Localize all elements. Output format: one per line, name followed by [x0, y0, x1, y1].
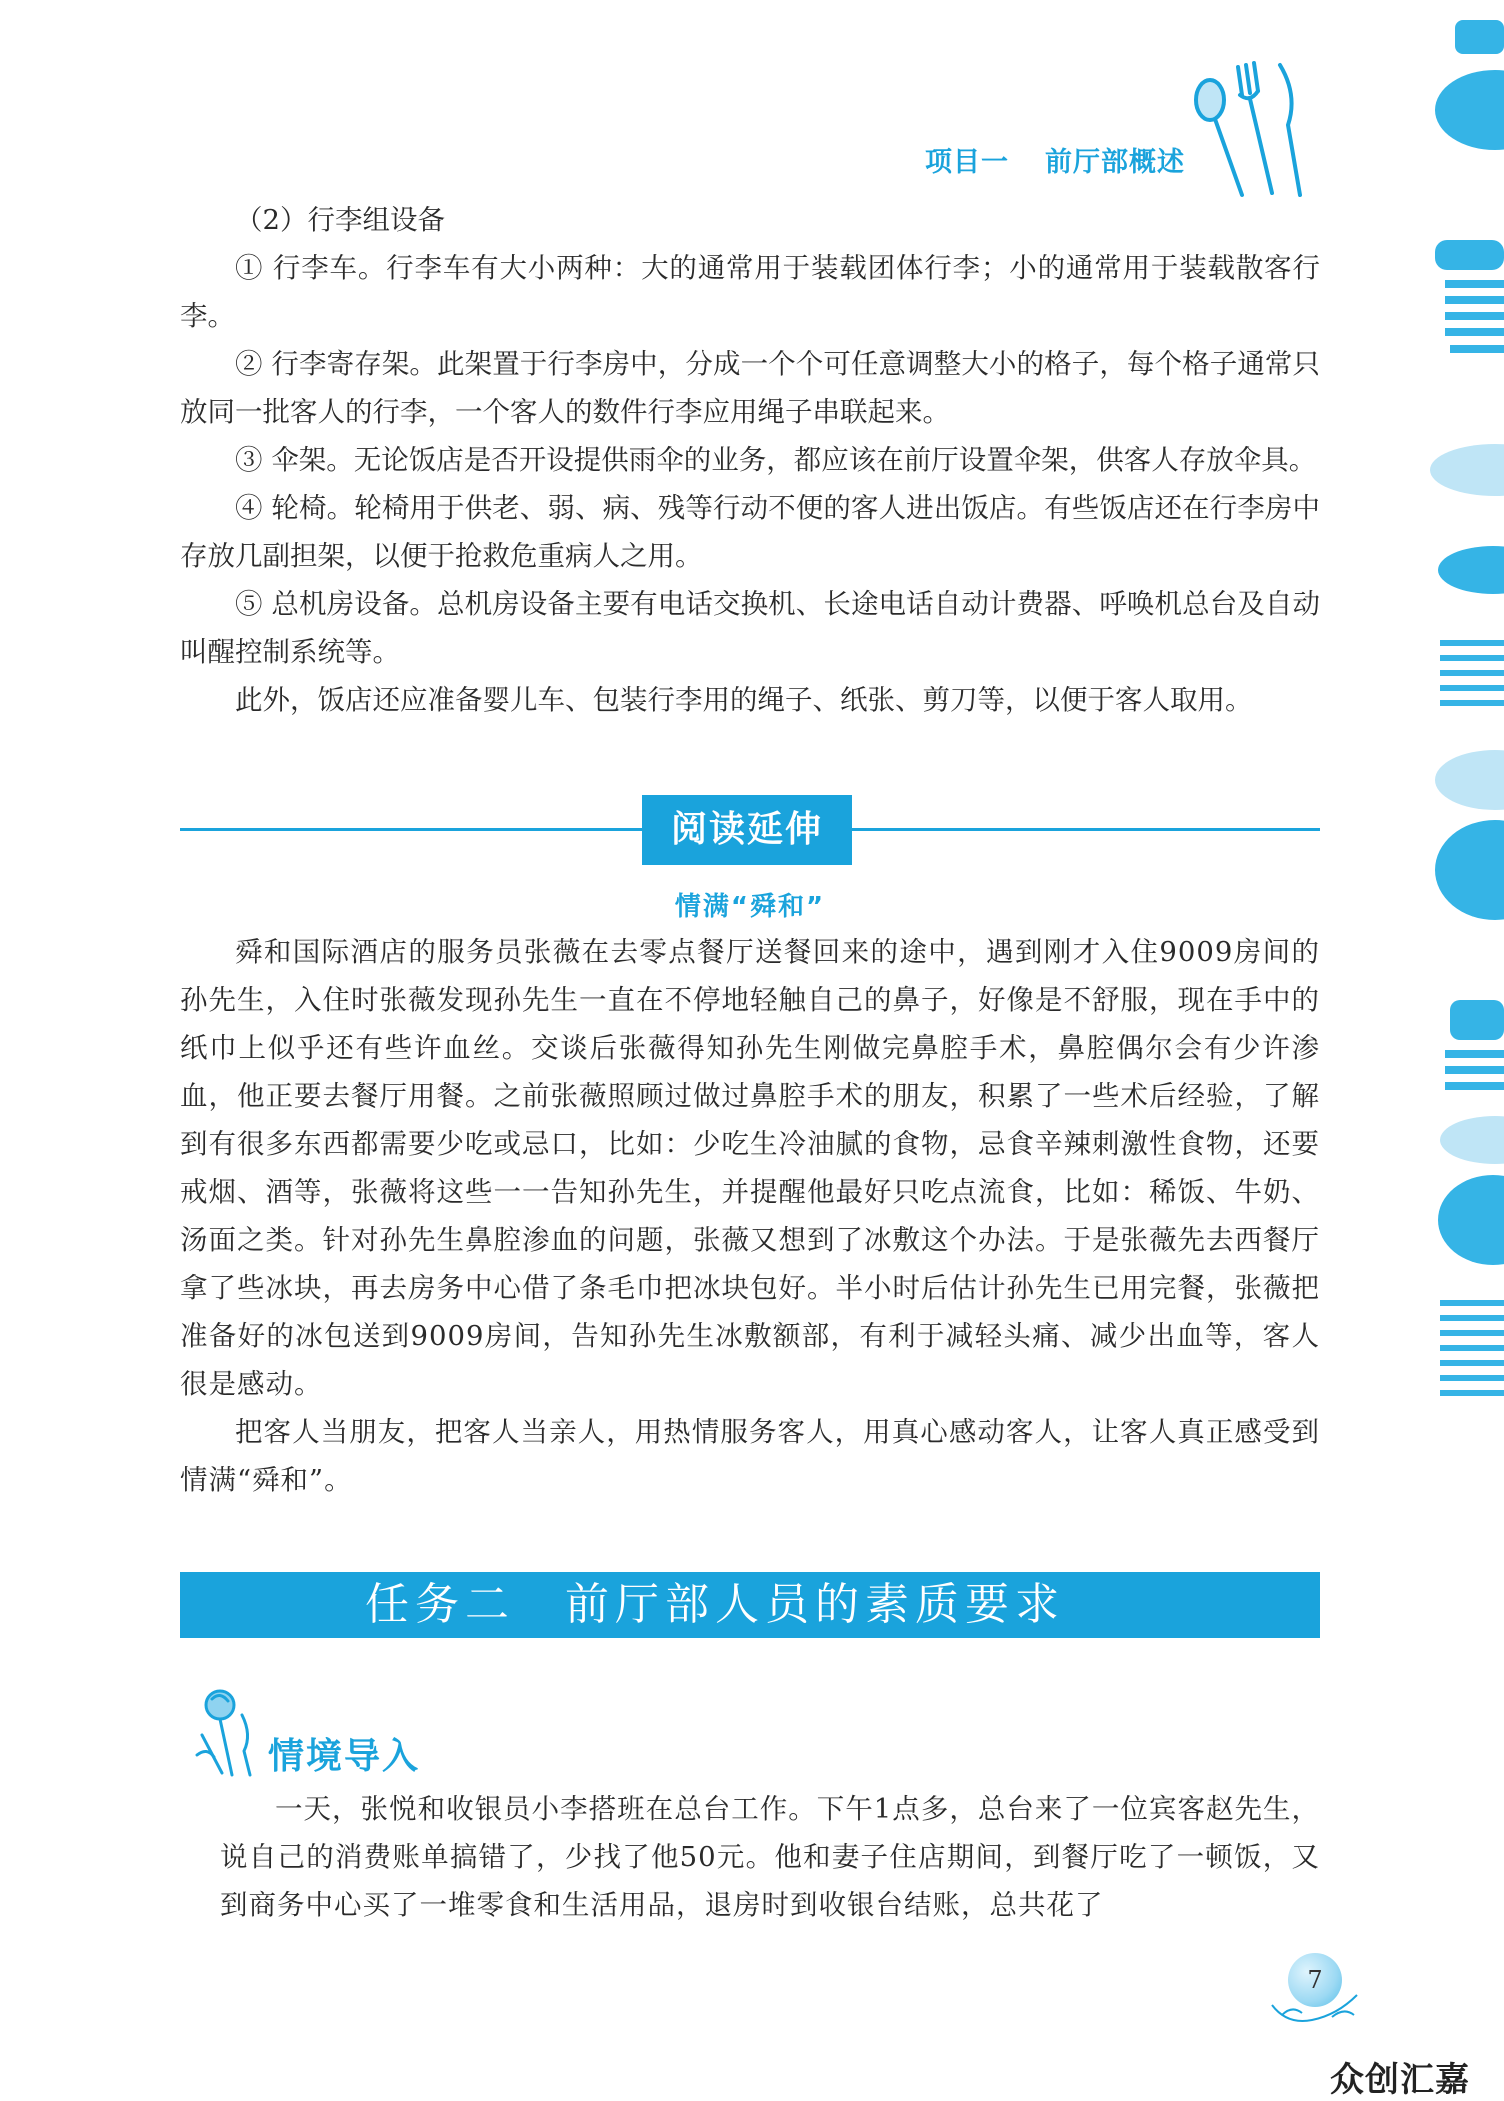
- task-title: 任务二 前厅部人员的素质要求: [365, 1579, 1065, 1630]
- luggage-item-3: ③ 伞架。无论饭店是否开设提供雨伞的业务，都应该在前厅设置伞架，供客人存放伞具。: [235, 444, 1317, 476]
- scene-title: 情境导入: [268, 1736, 421, 1777]
- cutlery-icon: [1180, 55, 1310, 205]
- story-paragraph: 舜和国际酒店的服务员张薇在去零点餐厅送餐回来的途中，遇到刚才入住9009房间的孙先生，入住时张薇发现孙先生一直在不停地轻触自己的鼻子，好像是不舒服，现在手中的纸巾上似乎还有些许血丝。交谈后张薇得知孙先生刚做完鼻腔手术，鼻腔偶尔会有少许渗血，他正要去餐厅用餐。之前张薇照顾过做过鼻腔手术的朋友，积累了一些术后经验，了解到有很多东西都需要少吃或忌口，比如：少吃生冷油腻的食物，忌食辛辣刺激性食物，还要戒烟、酒等，张薇将这些一一告知孙先生，并提醒他最好只吃点流食，比如：稀饭、牛奶、汤面之类。针对孙先生鼻腔渗血的问题，张薇又想到了冰敷这个办法。于是张薇先去西餐厅拿了些冰块，再去房务中心借了条毛巾把冰块包好。半小时后估计孙先生已用完餐，张薇把准备好的冰包送到9009房间，告知孙先生冰敷额部，有利于减轻头痛、减少出血等，客人很是感动。: [180, 936, 1320, 1400]
- reading-story: [180, 928, 1320, 1504]
- luggage-item-5: ⑤ 总机房设备。总机房设备主要有电话交换机、长途电话自动计费器、呼唤机总台及自动叫醒控制系统等。: [180, 588, 1320, 668]
- header-project: 项目一: [925, 147, 1009, 178]
- scene-text: [220, 1785, 1320, 1929]
- luggage-extra: 此外，饭店还应准备婴儿车、包装行李用的绳子、纸张、剪刀等，以便于客人取用。: [235, 684, 1253, 716]
- story-conclusion: 把客人当朋友，把客人当亲人，用热情服务客人，用真心感动客人，让客人真正感受到情满“舜和”。: [180, 1416, 1320, 1496]
- section-heading: （2）行李组设备: [235, 204, 445, 236]
- luggage-item-4: ④ 轮椅。轮椅用于供老、弱、病、残等行动不便的客人进出饭店。有些饭店还在行李房中存放几副担架，以便于抢救危重病人之用。: [180, 492, 1320, 572]
- reading-title: 阅读延伸: [642, 795, 852, 865]
- luggage-item-2: ② 行李寄存架。此架置于行李房中，分成一个个可任意调整大小的格子，每个格子通常只放同一批客人的行李，一个客人的数件行李应用绳子串联起来。: [180, 348, 1320, 428]
- page-number-badge: [1262, 1935, 1372, 2030]
- reading-extension-band: [180, 795, 1320, 865]
- header-chapter: 前厅部概述: [1045, 147, 1185, 178]
- page-number: 7: [1288, 1953, 1342, 2007]
- task-banner: [180, 1572, 1320, 1638]
- running-header: [925, 140, 1185, 179]
- decorative-strip: [1395, 0, 1504, 2094]
- luggage-section: [180, 196, 1320, 724]
- flower-cutlery-icon: [192, 1685, 262, 1780]
- story-title: 情满“舜和”: [674, 892, 826, 922]
- watermark: 众创汇嘉: [1330, 2060, 1470, 2100]
- scene-paragraph: 一天，张悦和收银员小李搭班在总台工作。下午1点多，总台来了一位宾客赵先生，说自己的消费账单搞错了，少找了他50元。他和妻子住店期间，到餐厅吃了一顿饭，又到商务中心买了一堆零食和生活用品，退房时到收银台结账，总共花了: [220, 1793, 1320, 1921]
- luggage-item-1: ① 行李车。行李车有大小两种：大的通常用于装载团体行李；小的通常用于装载散客行李。: [180, 252, 1320, 332]
